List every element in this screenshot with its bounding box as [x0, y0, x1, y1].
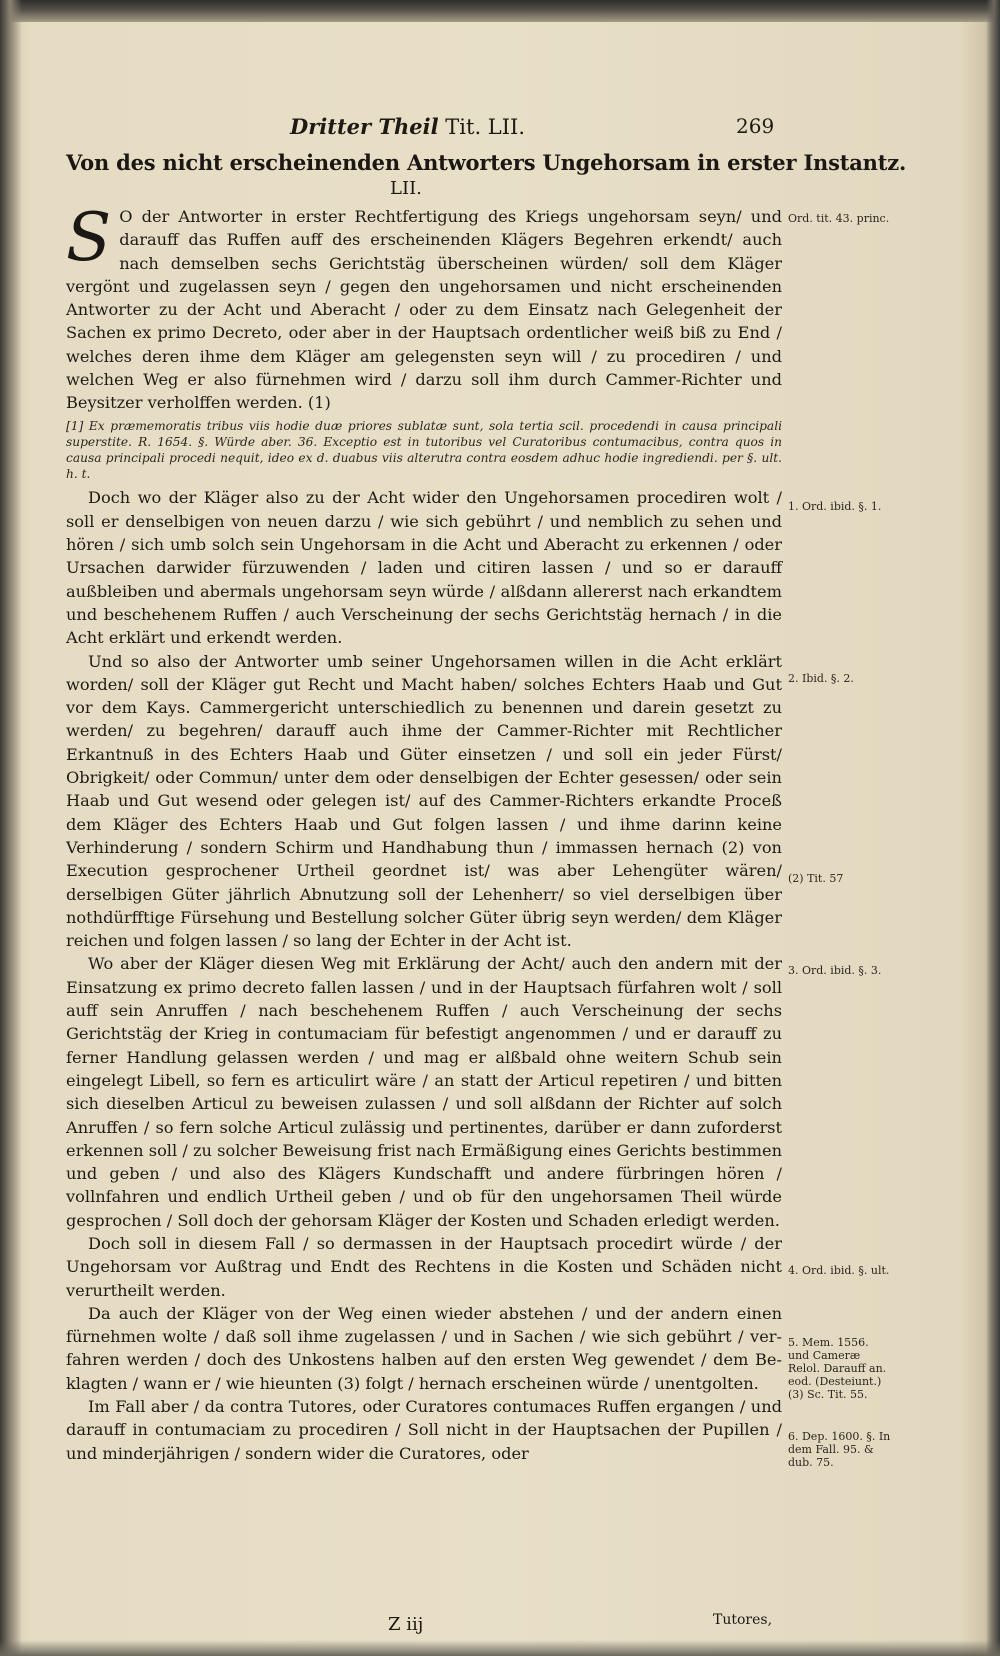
paragraph-2: Doch wo der Kläger also zu der Acht wider den Ungehorsamen procediren wolt / soll er denselbigen von neuen darzu / wie sich gebührt / und nemblich zu sehen und hören / sich umb solch sein Ungehorsam in die Acht und Aberacht zu erkennen / oder Ursachen darwider fürzuwenden / laden und citiren lassen / und so er darauff außbleiben und abermals ungehorsam seyn würde / alßdann allererst nach erkandtem und beschehenem Ruffen / auch Verscheinung der sechs Gerichtstäg hernach / in die Acht erklärt und erkendt werden.	[66, 488, 782, 648]
paragraph-4: Wo aber der Kläger diesen Weg mit Erklärung der Acht/ auch den andern mit der Einsatzung ex primo decreto fallen lassen / und in der Hauptsach fürfahren wolt / soll auff sein Anruffen / nach beschehenem Ruffen / auch Verscheinung der sechs Gerichtstäg der Krieg in contumaciam für befestigt angenommen / und er darauff zu ferner Handlung gelassen werden / und mag er alßbald ohne weitern Schub sein eingelegt Libell, so fern es articulirt wäre / an statt der Articul repetiren / und bitten sich dieselben Articul zu beweisen zulassen / und soll alßdann der Richter auf solch Anruffen / so fern solche Articul zulässig und pertinentes, darüber er dann zuforderst erkennen soll / zu solcher Beweisung frist nach Ermäßigung eines Gerichts bestimmen und geben / und also des Klägers Kundschafft und andere fürbringen hören / vollnfahren und endlich Urtheil geben / und ob für den ungehorsamen Theil würde gesprochen / Soll doch der gehorsam Kläger der Kosten und Schaden erledigt werden.	[66, 954, 782, 1230]
page-bottom-edge	[0, 1640, 1000, 1656]
margin-note-4: (2) Tit. 57	[788, 872, 844, 885]
chapter-number: LII.	[390, 178, 422, 199]
chapter-title: Von des nicht erscheinenden Antworters Ungehorsam in erster Instantz.	[66, 150, 907, 175]
catchword: Tutores,	[713, 1612, 773, 1628]
paragraph-6: Da auch der Kläger von der Weg einen wieder abstehen / und der andern einen fürnehmen wolte / daß soll ihme zugelassen / und in Sachen / wie sich gebührt / verfahren werden / doch des Unkostens halben auf den ersten Weg gewendet / dem Beklagten / wann er / wie hieunten (3) folgt / hernach erscheinen würde / unentgolten.	[66, 1303, 782, 1393]
margin-note-1: Ord. tit. 43. princ.	[788, 212, 890, 225]
margin-note-7: 5. Mem. 1556. und Cameræ Relol. Darauff an. eod. (Desteiunt.) (3) Sc. Tit. 55.	[788, 1336, 887, 1401]
paragraph-1-text: O der Antworter in erster Rechtfertigung des Kriegs ungehorsam seyn/ und darauff das Ruffen auff des erscheinenden Klägers Begehren erkendt/ auch nach demselben sechs Gerichtstäg überscheinen würden/ soll dem Kläger vergönt und zugelassen seyn / gegen den ungehorsamen und nicht erscheinenden Antworter zu der Acht und Aberacht / oder zu dem Einsatz nach Gelegenheit der Sachen ex primo Decreto, oder aber in der Hauptsach ordentlicher weiß biß zu End / welches deren ihme dem Kläger am gelegensten seyn will / zu procediren / und welchen Weg er also fürnehmen wird / darzu soll ihm durch Cammer-Richter und Beysitzer verholffen werden. (1)	[66, 207, 782, 413]
page-left-edge	[0, 0, 22, 1656]
paragraph-3: Und so also der Antworter umb seiner Ungehorsamen willen in die Acht erklärt worden/ soll der Kläger gut Recht und Macht haben/ solches Echters Haab und Gut vor dem Kays. Cammergericht unterschiedlich zu benennen und darein gesetzt zu werden/ zu begehren/ darauff auch ihme der Cammer-Richter mit Rechtlicher Erkantnuß in des Echters Haab und Güter einsetzen / und soll ein jeder Fürst/ Obrigkeit/ oder Commun/ unter dem oder denselbigen der Echter gesessen/ oder sein Haab und Gut wesend oder gelegen ist/ auf des Cammer-Richters erkandte Proceß dem Kläger des Echters Haab und Gut folgen lassen / und ihme darinn keine Verhinderung / sondern Schirm und Handhabung thun / immassen hernach (2) von Execution gesprochener Urtheil geordnet ist/ was aber Lehengüter wären/ derselbigen Güter jährlich Abnutzung soll der Lehenherr/ so viel derselbigen über nothdürfftige Fürsehung und Bestellung solcher Güter übrig seyn werden/ dem Kläger reichen und folgen lassen / so lang der Echter in der Acht ist.	[66, 651, 782, 951]
paragraph-5: Doch soll in diesem Fall / so dermassen in der Hauptsach procedirt würde / der Ungehorsam vor Außtrag und Endt des Rechtens in die Kosten und Schäden nicht verurtheilt werden.	[66, 1233, 782, 1300]
body-text	[66, 199, 782, 1465]
page-top-edge	[0, 0, 1000, 22]
margin-note-3: 2. Ibid. §. 2.	[788, 672, 854, 685]
running-header	[290, 114, 770, 139]
margin-note-5: 3. Ord. ibid. §. 3.	[788, 964, 882, 977]
page-number: 269	[736, 114, 775, 138]
page-right-edge	[986, 0, 1000, 1656]
margin-note-6: 4. Ord. ibid. §. ult.	[788, 1264, 890, 1277]
paragraph-1	[66, 199, 782, 415]
paragraph-7: Im Fall aber / da contra Tutores, oder Curatores contumaces Ruffen ergangen / und darauff in contumaciam zu procediren / Soll nicht in der Hauptsachen der Pupillen / und minderjährigen / sondern wider die Curatores, oder	[66, 1397, 782, 1463]
drop-cap: S	[66, 199, 112, 276]
title-number: Tit. LII.	[445, 115, 526, 139]
signature-mark: Z iij	[388, 1614, 424, 1635]
margin-note-2: 1. Ord. ibid. §. 1.	[788, 500, 882, 513]
margin-note-8: 6. Dep. 1600. §. In dem Fall. 95. & dub. 75.	[788, 1430, 891, 1469]
running-title: Dritter Theil	[290, 114, 439, 139]
footnote-1: [1] Ex præmemoratis tribus viis hodie duæ priores sublatæ sunt, sola tertia scil. procedendi in causa principali superstite. R. 1654. §. Würde aber. 36. Exceptio est in tutoribus vel Curatoribus contumacibus, contra quos in causa principali procedi nequit, ideo ex d. duabus viis alterutra contra eosdem adhuc hodie ingrediendi. per §. ult. h. t.	[66, 418, 782, 482]
